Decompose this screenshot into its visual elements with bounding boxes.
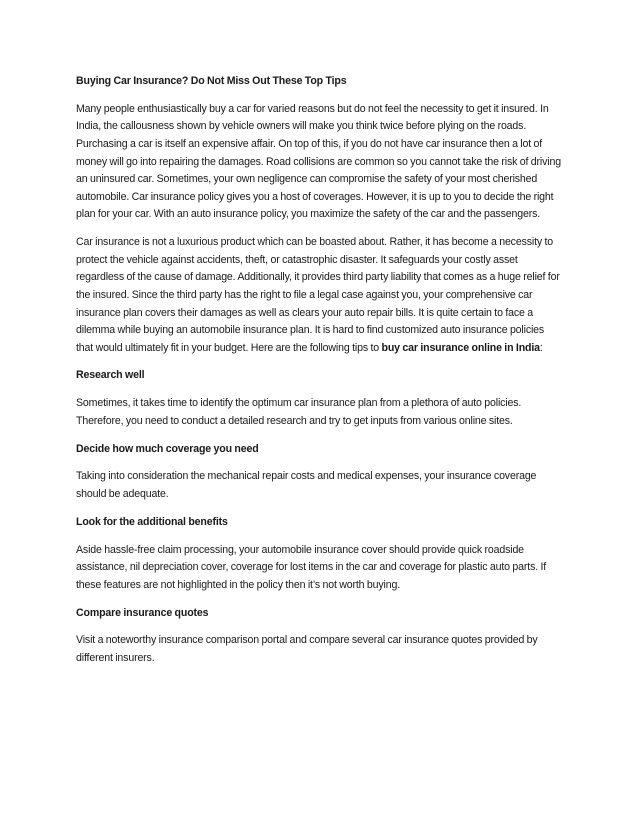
section-body-research: Sometimes, it takes time to identify the optimum car insurance plan from a plethora of auto policies. Therefore, you need to conduct a detailed research and try to get inputs from various online sites. xyxy=(76,397,522,427)
document-body xyxy=(76,73,562,678)
section-heading-coverage: Decide how much coverage you need xyxy=(76,442,259,455)
section-heading-benefits: Look for the additional benefits xyxy=(76,515,228,528)
section-body-benefits: Aside hassle-free claim processing, your automobile insurance cover should provide quick roadside assistance, nil depreciation cover, coverage for lost items in the car and coverage for plastic auto parts. If these features are not highlighted in the policy then it’s not worth buying. xyxy=(76,543,547,591)
second-paragraph-end: : xyxy=(539,341,543,354)
second-paragraph xyxy=(76,234,562,357)
section-heading-research: Research well xyxy=(76,369,145,382)
section-body-compare: Visit a noteworthy insurance comparison portal and compare several car insurance quotes provided by different insurers. xyxy=(76,634,538,664)
section-body-coverage: Taking into consideration the mechanical repair costs and medical expenses, your insurance coverage should be adequate. xyxy=(76,470,537,500)
second-paragraph-text: Car insurance is not a luxurious product which can be boasted about. Rather, it has become a necessity to protect the vehicle against accidents, theft, or catastrophic disaster. It safeguards your costly asset regardless of the cause of damage. Additionally, it provides third party liability that comes as a huge relief for the insured. Since the third party has the right to file a legal case against you, your comprehensive car insurance plan covers their damages as well as clears your auto repair bills. It is quite certain to face a dilemma while buying an automobile insurance plan. It is hard to find customized auto insurance policies that would ultimately fit in your budget. Here are the following tips to xyxy=(76,236,560,354)
intro-paragraph: Many people enthusiastically buy a car for varied reasons but do not feel the necessity to get it insured. In India, the callousness shown by vehicle owners will make you think twice before plying on the roads. Purchasing a car is itself an expensive affair. On top of this, if you do not have car insurance then a lot of money will go into repairing the damages. Road collisions are common so you cannot take the risk of driving an uninsured car. Sometimes, your own negligence can compromise the safety of your most cherished automobile. Car insurance policy gives you a host of coverages. However, it is up to you to decide the right plan for your car. With an auto insurance policy, you maximize the safety of the car and the passengers. xyxy=(76,102,561,221)
section-heading-compare: Compare insurance quotes xyxy=(76,606,209,619)
buy-car-insurance-link[interactable]: buy car insurance online in India xyxy=(381,341,540,354)
document-title: Buying Car Insurance? Do Not Miss Out These Top Tips xyxy=(76,75,347,87)
